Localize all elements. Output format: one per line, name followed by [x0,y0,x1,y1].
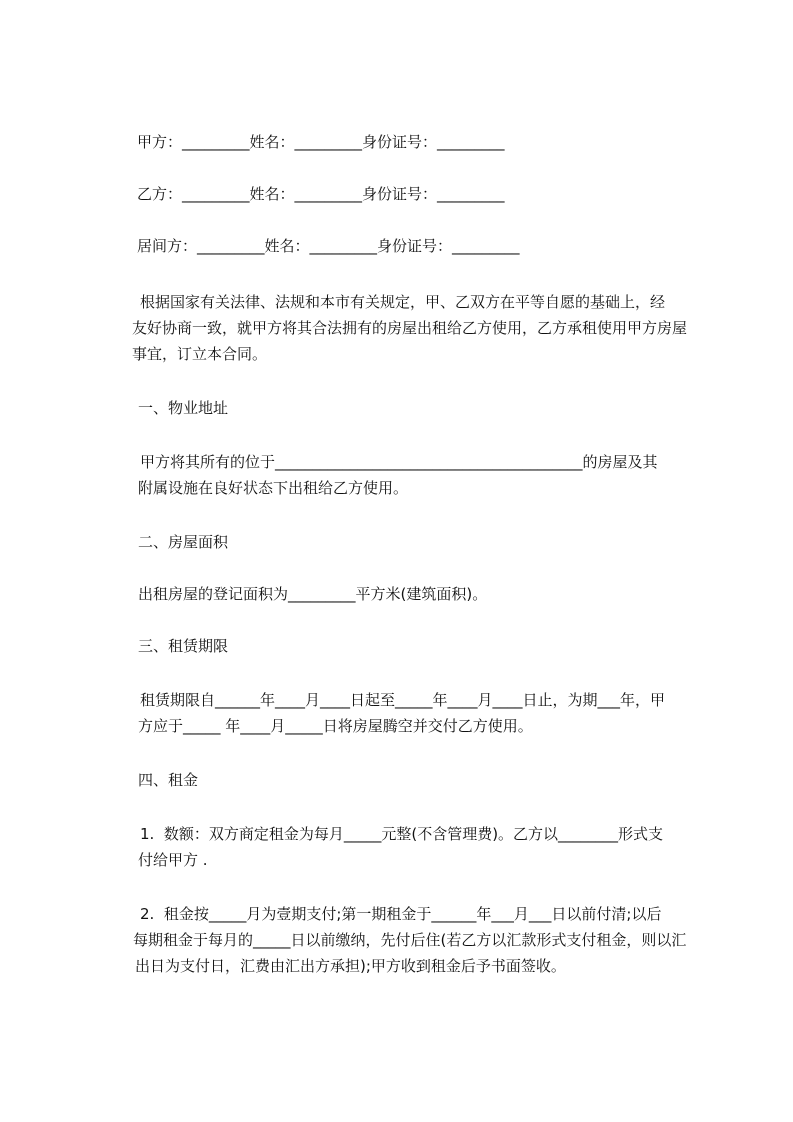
intro-line-3: 事宜，订立本合同。 [132,345,268,363]
section-4-item-1-line-2: 付给甲方 . [138,851,208,869]
section-4-item-2-line-2: 每期租金于每月的_____日以前缴纳，先付后住(若乙方以汇款形式支付租金，则以汇 [133,931,687,949]
intro-line-2: 友好协商一致，就甲方将其合法拥有的房屋出租给乙方使用，乙方承租使用甲方房屋 [132,319,688,337]
section-3-line-2: 方应于_____ 年____月_____日将房屋腾空并交付乙方使用。 [138,717,533,735]
section-1-line-1: 甲方将其所有的位于_________________________________________的房屋及其 [140,453,658,471]
section-1-line-2: 附属设施在良好状态下出租给乙方使用。 [138,479,409,497]
intro-line-1: 根据国家有关法律、法规和本市有关规定，甲、乙双方在平等自愿的基础上，经 [140,293,666,311]
section-3-heading: 三、租赁期限 [138,637,229,655]
section-3-line-1: 租赁期限自______年____月____日起至_____年____月____日止，为期___年，甲 [140,691,666,709]
section-2-heading: 二、房屋面积 [138,533,229,551]
section-1-heading: 一、物业地址 [138,399,229,417]
section-4-item-1-line-1: 1. 数额：双方商定租金为每月_____元整(不含管理费)。乙方以________形式支 [140,825,664,843]
party-a-line: 甲方：_________姓名：_________身份证号：_________ [137,133,505,151]
section-4-heading: 四、租金 [138,771,199,789]
party-b-line: 乙方：_________姓名：_________身份证号：_________ [137,185,505,203]
section-4-item-2-line-3: 出日为支付日，汇费由汇出方承担);甲方收到租金后予书面签收。 [135,957,566,975]
section-4-item-2-line-1: 2. 租金按_____月为壹期支付;第一期租金于______年___月___日以前付清;以后 [140,905,662,923]
intermediary-line: 居间方：_________姓名：_________身份证号：_________ [137,237,520,255]
section-2-line-1: 出租房屋的登记面积为_________平方米(建筑面积)。 [138,585,488,603]
